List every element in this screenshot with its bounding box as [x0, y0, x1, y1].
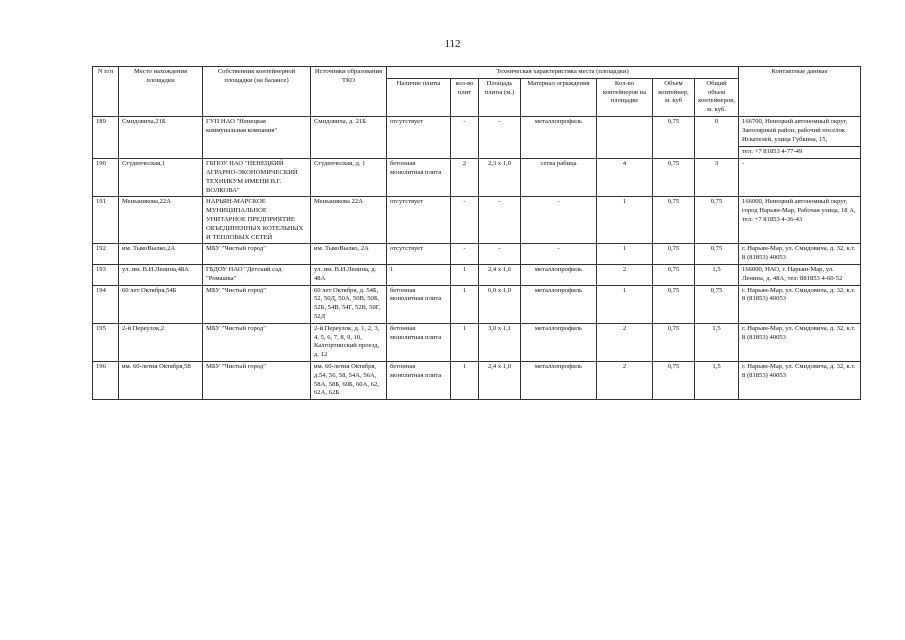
cell-sources-text: Студенческая, д. 1	[314, 160, 366, 168]
cell-fence-material-text: металлопрофиль	[534, 324, 583, 332]
table-header	[93, 67, 861, 117]
cell-container-volume-text: 0,75	[667, 198, 680, 206]
cell-container-volume	[653, 116, 695, 158]
table-row	[93, 361, 861, 399]
cell-slab-area-text: 3,0 х 1,1	[487, 324, 512, 332]
cell-container-volume	[653, 197, 695, 244]
cell-owner	[203, 323, 311, 361]
cell-container-count-text: 2	[622, 324, 627, 332]
cell-owner	[203, 159, 311, 197]
cell-total-volume	[695, 197, 739, 244]
cell-location	[119, 264, 203, 285]
cell-slab-area	[479, 323, 521, 361]
cell-location	[119, 116, 203, 158]
cell-container-count	[597, 159, 653, 197]
cell-total-volume	[695, 159, 739, 197]
cell-slab-area-text: -	[498, 117, 501, 125]
cell-container-volume	[653, 159, 695, 197]
cell-sources-text: Смидовича, д. 21Б	[314, 117, 366, 125]
cell-total-volume-text: 1,5	[712, 265, 721, 273]
cell-slab-count	[451, 159, 479, 197]
cell-slab-text: отсутствует	[390, 117, 423, 125]
cell-total-volume-text: 0,75	[710, 245, 723, 253]
cell-slab-text: бетонная монолитная плита	[390, 160, 442, 176]
cell-total-volume-text: 1,5	[712, 324, 721, 332]
header-slab: Наличие плиты	[387, 78, 451, 116]
cell-sources-text: 60 лет Октября, д. 54Б, 52, 50Д, 50А, 50В, 50Б, 52Б, 54В, 54Г, 52В, 50Г, 52Д	[314, 286, 381, 320]
cell-fence-material	[521, 361, 597, 399]
cell-container-count-text: 4	[622, 160, 627, 168]
cell-owner-text: МБУ "Чистый город"	[206, 245, 266, 253]
cell-location	[119, 323, 203, 361]
cell-location-text: им. 60-летия Октября,58	[122, 362, 191, 370]
cell-container-volume	[653, 244, 695, 265]
cell-total-volume	[695, 264, 739, 285]
cell-slab-count-text: 1	[462, 324, 467, 332]
cell-slab-area-text: 2,4 х 1,6	[487, 265, 512, 273]
cell-container-count-text: 2	[622, 265, 627, 273]
cell-num-text: 195	[96, 324, 106, 332]
cell-owner	[203, 264, 311, 285]
cell-slab-area	[479, 116, 521, 158]
cell-slab	[387, 361, 451, 399]
cell-fence-material-text: металлопрофиль	[534, 265, 583, 273]
cell-slab	[387, 159, 451, 197]
cell-contacts	[739, 159, 861, 197]
cell-container-volume-text: 0,75	[667, 265, 680, 273]
cell-container-count	[597, 264, 653, 285]
cell-slab-area-text: -	[498, 198, 501, 206]
cell-total-volume	[695, 323, 739, 361]
cell-location-text: Меньшикова,22А	[122, 198, 171, 206]
table-row	[93, 116, 861, 158]
header-owner: Собственник контейнерной площадки (на балансе)	[203, 67, 311, 117]
cell-slab-area-text: -	[498, 245, 501, 253]
cell-fence-material-text: -	[557, 245, 560, 253]
cell-fence-material	[521, 159, 597, 197]
cell-owner-text: ГУП НАО "Ненецкая коммунальная компания"	[206, 117, 278, 134]
cell-slab-count	[451, 323, 479, 361]
cell-num-text: 191	[96, 198, 106, 206]
header-slab-area: Площадь плиты (м.)	[479, 78, 521, 116]
cell-container-volume	[653, 264, 695, 285]
cell-sources	[311, 159, 387, 197]
cell-slab	[387, 244, 451, 265]
cell-owner-text: МБУ "Чистый город"	[206, 286, 266, 294]
cell-total-volume	[695, 244, 739, 265]
cell-contacts	[739, 323, 861, 361]
cell-total-volume-text: 0,75	[710, 286, 723, 294]
cell-num	[93, 197, 119, 244]
cell-contacts	[739, 285, 861, 323]
cell-slab-count	[451, 361, 479, 399]
cell-fence-material	[521, 116, 597, 158]
cell-slab-count	[451, 244, 479, 265]
cell-owner-text: МБУ "Чистый город"	[206, 362, 266, 370]
cell-total-volume	[695, 361, 739, 399]
cell-container-count	[597, 116, 653, 158]
header-total-volume: Общий объем контейнеров, м. куб.	[695, 78, 739, 116]
cell-container-count-text: 2	[622, 362, 627, 370]
cell-location-text: Студенческая,1	[122, 160, 166, 168]
cell-container-count	[597, 285, 653, 323]
table-row	[93, 197, 861, 244]
cell-sources	[311, 264, 387, 285]
cell-location-text: 2-й Переулок,2	[122, 324, 165, 332]
cell-num-text: 189	[96, 117, 106, 125]
cell-contacts-text: г. Нарьян-Мар, ул. Смидовича, д. 32, к.т. 8 (81853) 40053	[742, 324, 856, 341]
cell-sources	[311, 285, 387, 323]
container-sites-table	[92, 66, 861, 400]
table-row	[93, 285, 861, 323]
cell-slab-area	[479, 285, 521, 323]
cell-slab	[387, 197, 451, 244]
cell-container-count	[597, 361, 653, 399]
cell-num-text: 190	[96, 160, 106, 168]
cell-location	[119, 197, 203, 244]
cell-slab-area	[479, 361, 521, 399]
cell-slab-count-text: -	[463, 198, 466, 206]
cell-container-volume	[653, 361, 695, 399]
cell-location-text: ул. им. В.И.Ленина,48А	[122, 265, 189, 273]
table-row	[93, 264, 861, 285]
cell-total-volume-text: 3	[714, 160, 719, 168]
cell-owner-text: НАРЬЯН-МАРСКОЕ МУНИЦИПАЛЬНОЕ УНИТАРНОЕ ПРЕДПРИЯТИЕ ОБЪЕДИНЕННЫХ КОТЕЛЬНЫХ И ТЕПЛОВЫХ СЕТЕЙ	[206, 198, 304, 241]
cell-sources	[311, 244, 387, 265]
cell-slab-area-text: 6,0 х 1,0	[487, 286, 512, 294]
cell-num	[93, 323, 119, 361]
cell-owner-text: ГБПОУ НАО "НЕНЕЦКИЙ АГРАРНО-ЭКОНОМИЧЕСКИЙ ТЕХНИКУМ ИМЕНИ В.Г. ВОЛКОВА"	[206, 160, 298, 194]
cell-fence-material-text: сетка рабица	[540, 160, 577, 168]
cell-slab-area	[479, 197, 521, 244]
cell-slab	[387, 116, 451, 158]
cell-sources-text: им. ТыкоВылко, 2А	[314, 245, 369, 253]
cell-slab-text: отсутствует	[390, 198, 423, 206]
cell-fence-material	[521, 264, 597, 285]
cell-owner	[203, 361, 311, 399]
cell-container-volume-text: 0,75	[667, 117, 680, 125]
cell-container-volume-text: 0,75	[667, 286, 680, 294]
cell-location	[119, 244, 203, 265]
cell-container-volume	[653, 323, 695, 361]
cell-container-count	[597, 244, 653, 265]
cell-slab-count-text: 1	[462, 265, 467, 273]
cell-sources-text: ул. им. В.И.Ленина, д. 48А	[314, 265, 377, 282]
cell-container-count-text: 1	[622, 198, 627, 206]
cell-contacts-phone: тел: +7 81853 4-77-49	[739, 146, 860, 157]
cell-sources	[311, 116, 387, 158]
cell-num-text: 192	[96, 245, 106, 253]
cell-slab-area	[479, 244, 521, 265]
table-row	[93, 244, 861, 265]
cell-slab-count	[451, 197, 479, 244]
cell-total-volume-text: 0	[714, 117, 719, 125]
header-sources: Источники образования ТКО	[311, 67, 387, 117]
cell-sources	[311, 361, 387, 399]
cell-num	[93, 285, 119, 323]
cell-fence-material-text: металлопрофиль	[534, 117, 583, 125]
cell-contacts	[739, 264, 861, 285]
cell-fence-material	[521, 244, 597, 265]
cell-slab-count-text: -	[463, 117, 466, 125]
cell-slab-area-text: 2,3 х 1,0	[487, 160, 512, 168]
cell-location	[119, 159, 203, 197]
header-tech-group: Техническая характеристика места (площадки)	[387, 67, 739, 79]
cell-location	[119, 285, 203, 323]
cell-owner	[203, 244, 311, 265]
cell-contacts-text: 166700, Ненецкий автономный округ, Заполярный район, рабочий поселок Искателей, улица Губкина, 15,	[742, 117, 848, 143]
cell-container-count	[597, 323, 653, 361]
table-row	[93, 323, 861, 361]
cell-num-text: 196	[96, 362, 106, 370]
cell-num	[93, 116, 119, 158]
cell-slab-area	[479, 264, 521, 285]
cell-location	[119, 361, 203, 399]
cell-slab-area	[479, 159, 521, 197]
cell-sources	[311, 323, 387, 361]
cell-slab-text: бетонная монолитная плита	[390, 324, 442, 341]
cell-fence-material-text: -	[557, 198, 560, 206]
cell-owner	[203, 197, 311, 244]
cell-fence-material	[521, 197, 597, 244]
cell-num-text: 193	[96, 265, 106, 273]
cell-sources-text: 2-й Переулок, д. 1, 2, 3, 4, 5, 6, 7, 8, 9, 10, Калгортинский проезд, д. 12	[314, 324, 380, 359]
cell-sources	[311, 197, 387, 244]
cell-contacts-text: г. Нарьян-Мар, ул. Смидовича, д. 32, к.т. 8 (81853) 40053	[742, 362, 856, 379]
cell-slab-text: бетонная монолитная плита	[390, 362, 442, 379]
header-slab-count: кол-во плит	[451, 78, 479, 116]
table-row	[93, 159, 861, 197]
cell-contacts	[739, 116, 861, 158]
header-num: N п/п	[93, 67, 119, 117]
cell-sources-text: Меньшикова 22А	[314, 198, 363, 206]
cell-fence-material	[521, 323, 597, 361]
cell-contacts-text: 166000, Ненецкий автономный округ, город Нарьян-Мар, Рабочая улица, 18 А, тел: +7 81853 4-36-43	[742, 198, 856, 223]
cell-owner-text: МБУ "Чистый город"	[206, 324, 266, 332]
cell-owner	[203, 285, 311, 323]
cell-container-volume-text: 0,75	[667, 245, 680, 253]
cell-location-text: Смидовича,21Б	[122, 117, 166, 125]
cell-slab-text: 1	[390, 265, 394, 273]
cell-slab-count	[451, 264, 479, 285]
cell-slab-count	[451, 116, 479, 158]
cell-fence-material-text: металлопрофиль	[534, 286, 583, 294]
cell-slab-count-text: -	[463, 245, 466, 253]
cell-container-volume-text: 0,75	[667, 324, 680, 332]
cell-slab-count	[451, 285, 479, 323]
cell-num-text: 194	[96, 286, 106, 294]
cell-slab	[387, 323, 451, 361]
cell-num	[93, 159, 119, 197]
cell-container-volume	[653, 285, 695, 323]
cell-container-volume-text: 0,75	[667, 160, 680, 168]
cell-contacts-text: -	[742, 160, 745, 168]
header-fence-material: Материал ограждения	[521, 78, 597, 116]
cell-slab-text: бетонная монолитная плита	[390, 286, 442, 303]
table-body	[93, 116, 861, 399]
cell-slab	[387, 264, 451, 285]
cell-slab-count-text: 1	[462, 362, 467, 370]
header-container-volume: Объем контейнер, м. куб	[653, 78, 695, 116]
page-number: 112	[444, 38, 461, 50]
cell-contacts-text: г. Нарьян-Мар, ул. Смидовича, д. 32, к.т. 8 (81853) 40053	[742, 286, 856, 303]
cell-contacts	[739, 197, 861, 244]
cell-container-count-text: 1	[622, 245, 627, 253]
header-contacts: Контактные данные	[739, 67, 861, 117]
cell-total-volume	[695, 285, 739, 323]
cell-container-count-text: 1	[622, 286, 627, 294]
cell-slab	[387, 285, 451, 323]
cell-slab-area-text: 2,4 х 1,0	[487, 362, 512, 370]
cell-total-volume-text: 0,75	[710, 198, 723, 206]
cell-owner-text: ГБДОУ НАО "Детский сад "Ромашка"	[206, 265, 282, 282]
cell-fence-material	[521, 285, 597, 323]
cell-container-volume-text: 0,75	[667, 362, 680, 370]
cell-fence-material-text: металлопрофиль	[534, 362, 583, 370]
header-location: Место нахождения площадки	[119, 67, 203, 117]
cell-location-text: им. ТыкоВылко,2А	[122, 245, 176, 253]
cell-location-text: 60 лет Октября,54Б	[122, 286, 177, 294]
header-row-main	[93, 67, 861, 79]
cell-contacts-text: г. Нарьян-Мар, ул. Смидовича, д. 32, к.т. 8 (81853) 40053	[742, 245, 856, 262]
cell-slab-text: отсутствует	[390, 245, 423, 253]
cell-contacts-text: 166000, НАО, г. Нарьян-Мар, ул. Ленина, д. 48А, тел: 881853 4-60-52	[742, 265, 843, 282]
cell-container-count	[597, 197, 653, 244]
header-container-count: Кол-во контейнеров на площадке	[597, 78, 653, 116]
cell-owner	[203, 116, 311, 158]
cell-slab-count-text: 1	[462, 286, 467, 294]
cell-total-volume-text: 1,5	[712, 362, 721, 370]
cell-slab-count-text: 2	[462, 160, 467, 168]
cell-total-volume	[695, 116, 739, 158]
cell-num	[93, 264, 119, 285]
cell-num	[93, 361, 119, 399]
cell-contacts	[739, 361, 861, 399]
cell-sources-text: им. 60-летия Октября, д.54, 56, 58, 54А, 56А, 58А, 58Б, 60Б, 60А, 62, 62А, 62Б	[314, 362, 379, 397]
cell-contacts	[739, 244, 861, 265]
cell-num	[93, 244, 119, 265]
